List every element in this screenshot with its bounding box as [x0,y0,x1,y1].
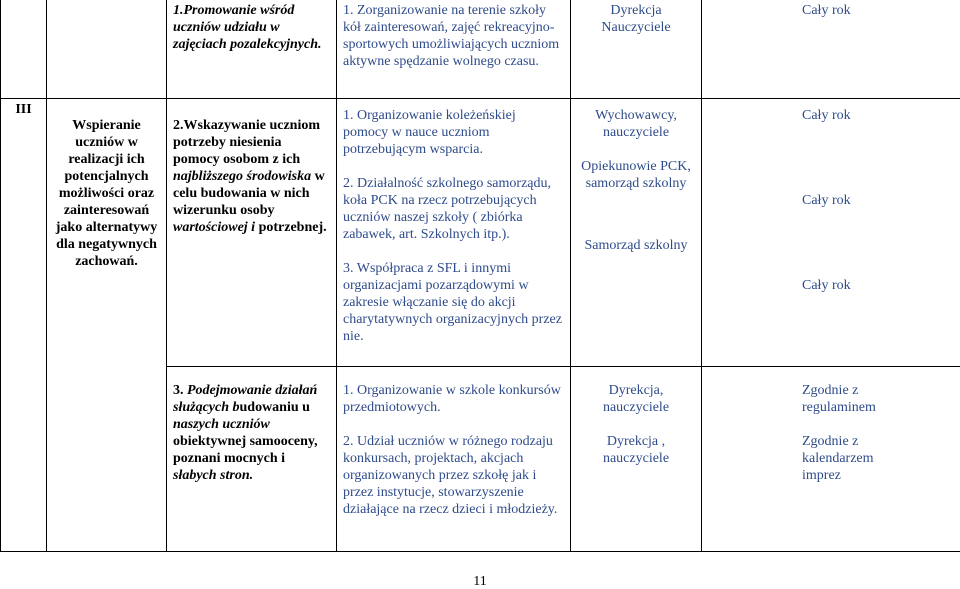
activity-item: 2. Działalność szkolnego samorządu, koła PCK na rzecz potrzebujących uczniów naszej szkoły ( zbiórka zabawek, art. Szkolnych itp.). [343,175,551,242]
number-cell-empty [1,0,47,98]
table-row-top [1,0,960,98]
deadline-cell-2 [702,98,960,366]
responsible-line: Opiekunowie PCK, samorząd szkolny [581,158,691,191]
task-cell-3: 3. Podejmowanie działań służących budowaniu u naszych uczniów obiektywnej samooceny, poznani mocnych i słabych stron. [167,366,337,551]
responsible-line: Samorząd szkolny [584,237,688,253]
task-cell-2: 2.Wskazywanie uczniom potrzeby niesienia pomocy osobom z ich najbliższego środowiska w celu budowania w nich wizerunku osoby wartościowej i potrzebnej. [167,98,337,366]
task-text: 1.Promowanie wśród uczniów udziału w zajęciach pozalekcyjnych. [173,3,322,52]
activity-item: 1. Organizowanie koleżeńskiej pomocy w nauce uczniom potrzebującym wsparcia. [343,107,516,157]
area-cell [47,98,167,551]
activity-item: 2. Udział uczniów w różnego rodzaju konkursach, projektach, akcjach organizowanych przez szkołę jak i przez instytucje, stowarzyszenie działające na rzecz dzieci i młodzieży. [343,433,558,517]
deadline-text: Cały rok [802,3,851,18]
deadline-text: Cały rok [802,192,851,208]
page-number: 11 [473,574,487,589]
deadline-cell-3 [702,366,960,551]
deadline-text: Cały rok [802,107,851,123]
deadline-text: Cały rok [802,277,851,293]
deadline-cell-1 [702,0,960,98]
responsible-line: Nauczyciele [601,20,671,35]
responsible-line: Dyrekcja, nauczyciele [602,382,670,415]
activity-item: 3. Współpraca z SFL i innymi organizacjami pozarządowymi w zakresie włączanie się do akcji charytatywnych organizacyjnych przez nie. [343,260,562,344]
responsible-cell-3 [571,366,702,551]
area-text: Wspieranie uczniów w realizacji ich potencjalnych możliwości oraz zainteresowań jako alternatywy dla negatywnych zachowań. [55,117,158,269]
activity-item: 1. Zorganizowanie na terenie szkoły kół zainteresowań, zajęć rekreacyjno-sportowych umożliwiających uczniom aktywne spędzanie wolnego czasu. [343,3,560,69]
activities-cell-1 [337,0,571,98]
area-cell-empty [47,0,167,98]
activities-cell-3 [337,366,571,551]
responsible-line: Dyrekcja [610,3,662,18]
task-cell-1 [167,0,337,98]
responsible-cell-2 [571,98,702,366]
activities-cell-2 [337,98,571,366]
deadline-text: Zgodnie z kalendarzem imprez [802,433,874,483]
responsible-line: Wychowawcy, nauczyciele [595,107,677,140]
activity-item: 1. Organizowanie w szkole konkursów przedmiotowych. [343,382,561,415]
responsible-cell-1 [571,0,702,98]
section-number: III [1,98,47,551]
deadline-text: Zgodnie z regulaminem [802,382,876,415]
responsible-line: Dyrekcja , nauczyciele [602,433,670,466]
table-row-iii [1,98,960,366]
